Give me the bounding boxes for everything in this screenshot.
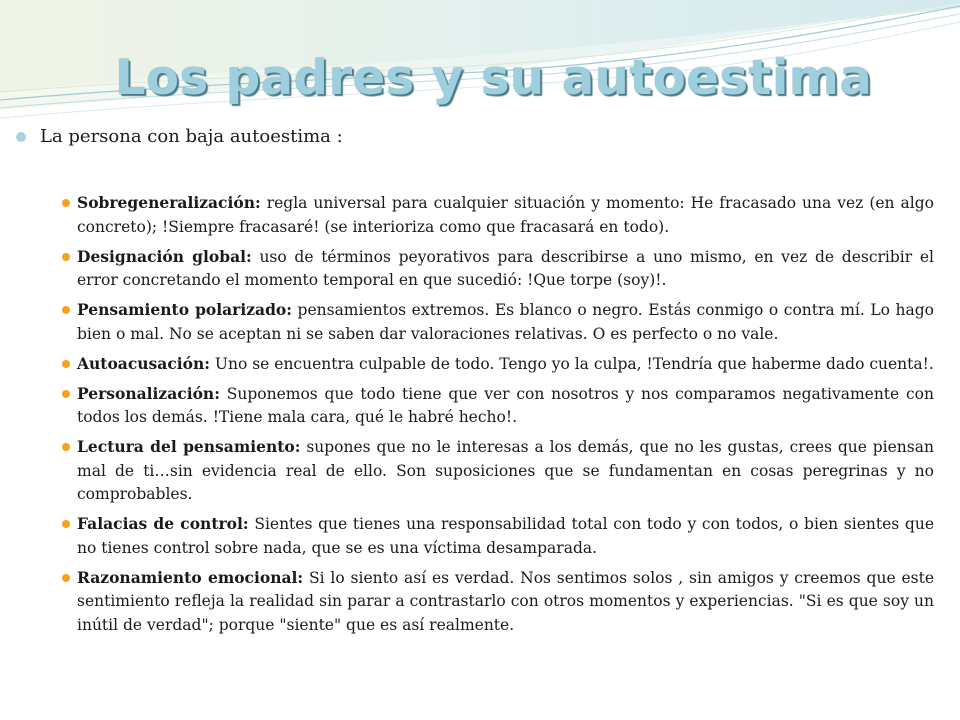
list-bullet (62, 199, 70, 207)
item-text: Sientes que tienes una responsabilidad total con todo y con todos, o bien sientes que no tienes control sobre nada, que se es una víctima desamparada. (77, 515, 935, 557)
item-term: Sobregeneralización: (77, 193, 261, 212)
intro-bullet (16, 132, 26, 142)
item-term: Falacias de control: (77, 514, 249, 533)
list-item-pensamiento-polarizado (62, 298, 934, 346)
item-text: supones que no le interesas a los demás, que no les gustas, crees que piensan mal de ti…sin evidencia real de ello. Son suposiciones que se fundamentan en cosas peregrinas y no comprobables. (77, 438, 934, 503)
distortion-list (62, 191, 934, 643)
item-text: regla universal para cualquier situación y momento: He fracasado una vez (en algo concreto); !Siempre fracasaré! (se interioriza como que fracasará en todo). (77, 194, 934, 236)
item-term: Pensamiento polarizado: (77, 300, 292, 319)
intro-text: La persona con baja autoestima : (40, 126, 343, 147)
item-text: uso de términos peyorativos para describirse a uno mismo, en vez de describir el error concretando el momento temporal en que sucedió: !Que torpe (soy)!. (77, 247, 934, 289)
list-item-designacion-global (62, 245, 934, 293)
item-text: Suponemos que todo tiene que ver con nosotros y nos comparamos negativamente con todos los demás. !Tiene mala cara, qué le habré hecho!. (77, 384, 934, 426)
list-item-falacias-de-control (62, 512, 934, 560)
list-bullet (62, 360, 70, 368)
item-text: Uno se encuentra culpable de todo. Tengo yo la culpa, !Tendría que haberme dado cuenta!. (214, 354, 934, 373)
item-term: Lectura del pensamiento: (77, 437, 301, 456)
list-bullet (62, 520, 70, 528)
item-term: Designación global: (77, 246, 252, 266)
item-term: Razonamiento emocional: (77, 567, 304, 587)
list-bullet (62, 390, 70, 398)
item-text: pensamientos extremos. Es blanco o negro. Estás conmigo o contra mí. Lo hago bien o mal. No se aceptan ni se saben dar valoraciones relativas. O es perfecto o no vale. (77, 301, 934, 343)
list-bullet (62, 443, 70, 451)
list-bullet (62, 253, 70, 261)
slide-title: Los padres y su autoestima (115, 50, 873, 106)
list-bullet (62, 306, 70, 314)
list-item-personalizacion (62, 382, 934, 430)
list-item-lectura-del-pensamiento (62, 435, 934, 507)
intro-line (16, 126, 343, 147)
item-text: Si lo siento así es verdad. Nos sentimos solos , sin amigos y creemos que este sentimiento refleja la realidad sin parar a contrastarlo con otros momentos y experiencias. "Si es que soy un inútil de verdad"; porque "siente" que es así realmente. (77, 568, 935, 634)
list-item-sobregeneralizacion (62, 191, 934, 239)
list-bullet (62, 574, 70, 582)
list-item-autoacusacion (62, 352, 934, 377)
item-term: Personalización: (77, 383, 220, 403)
item-term: Autoacusación: (77, 353, 210, 373)
list-item-razonamiento-emocional (62, 566, 934, 638)
